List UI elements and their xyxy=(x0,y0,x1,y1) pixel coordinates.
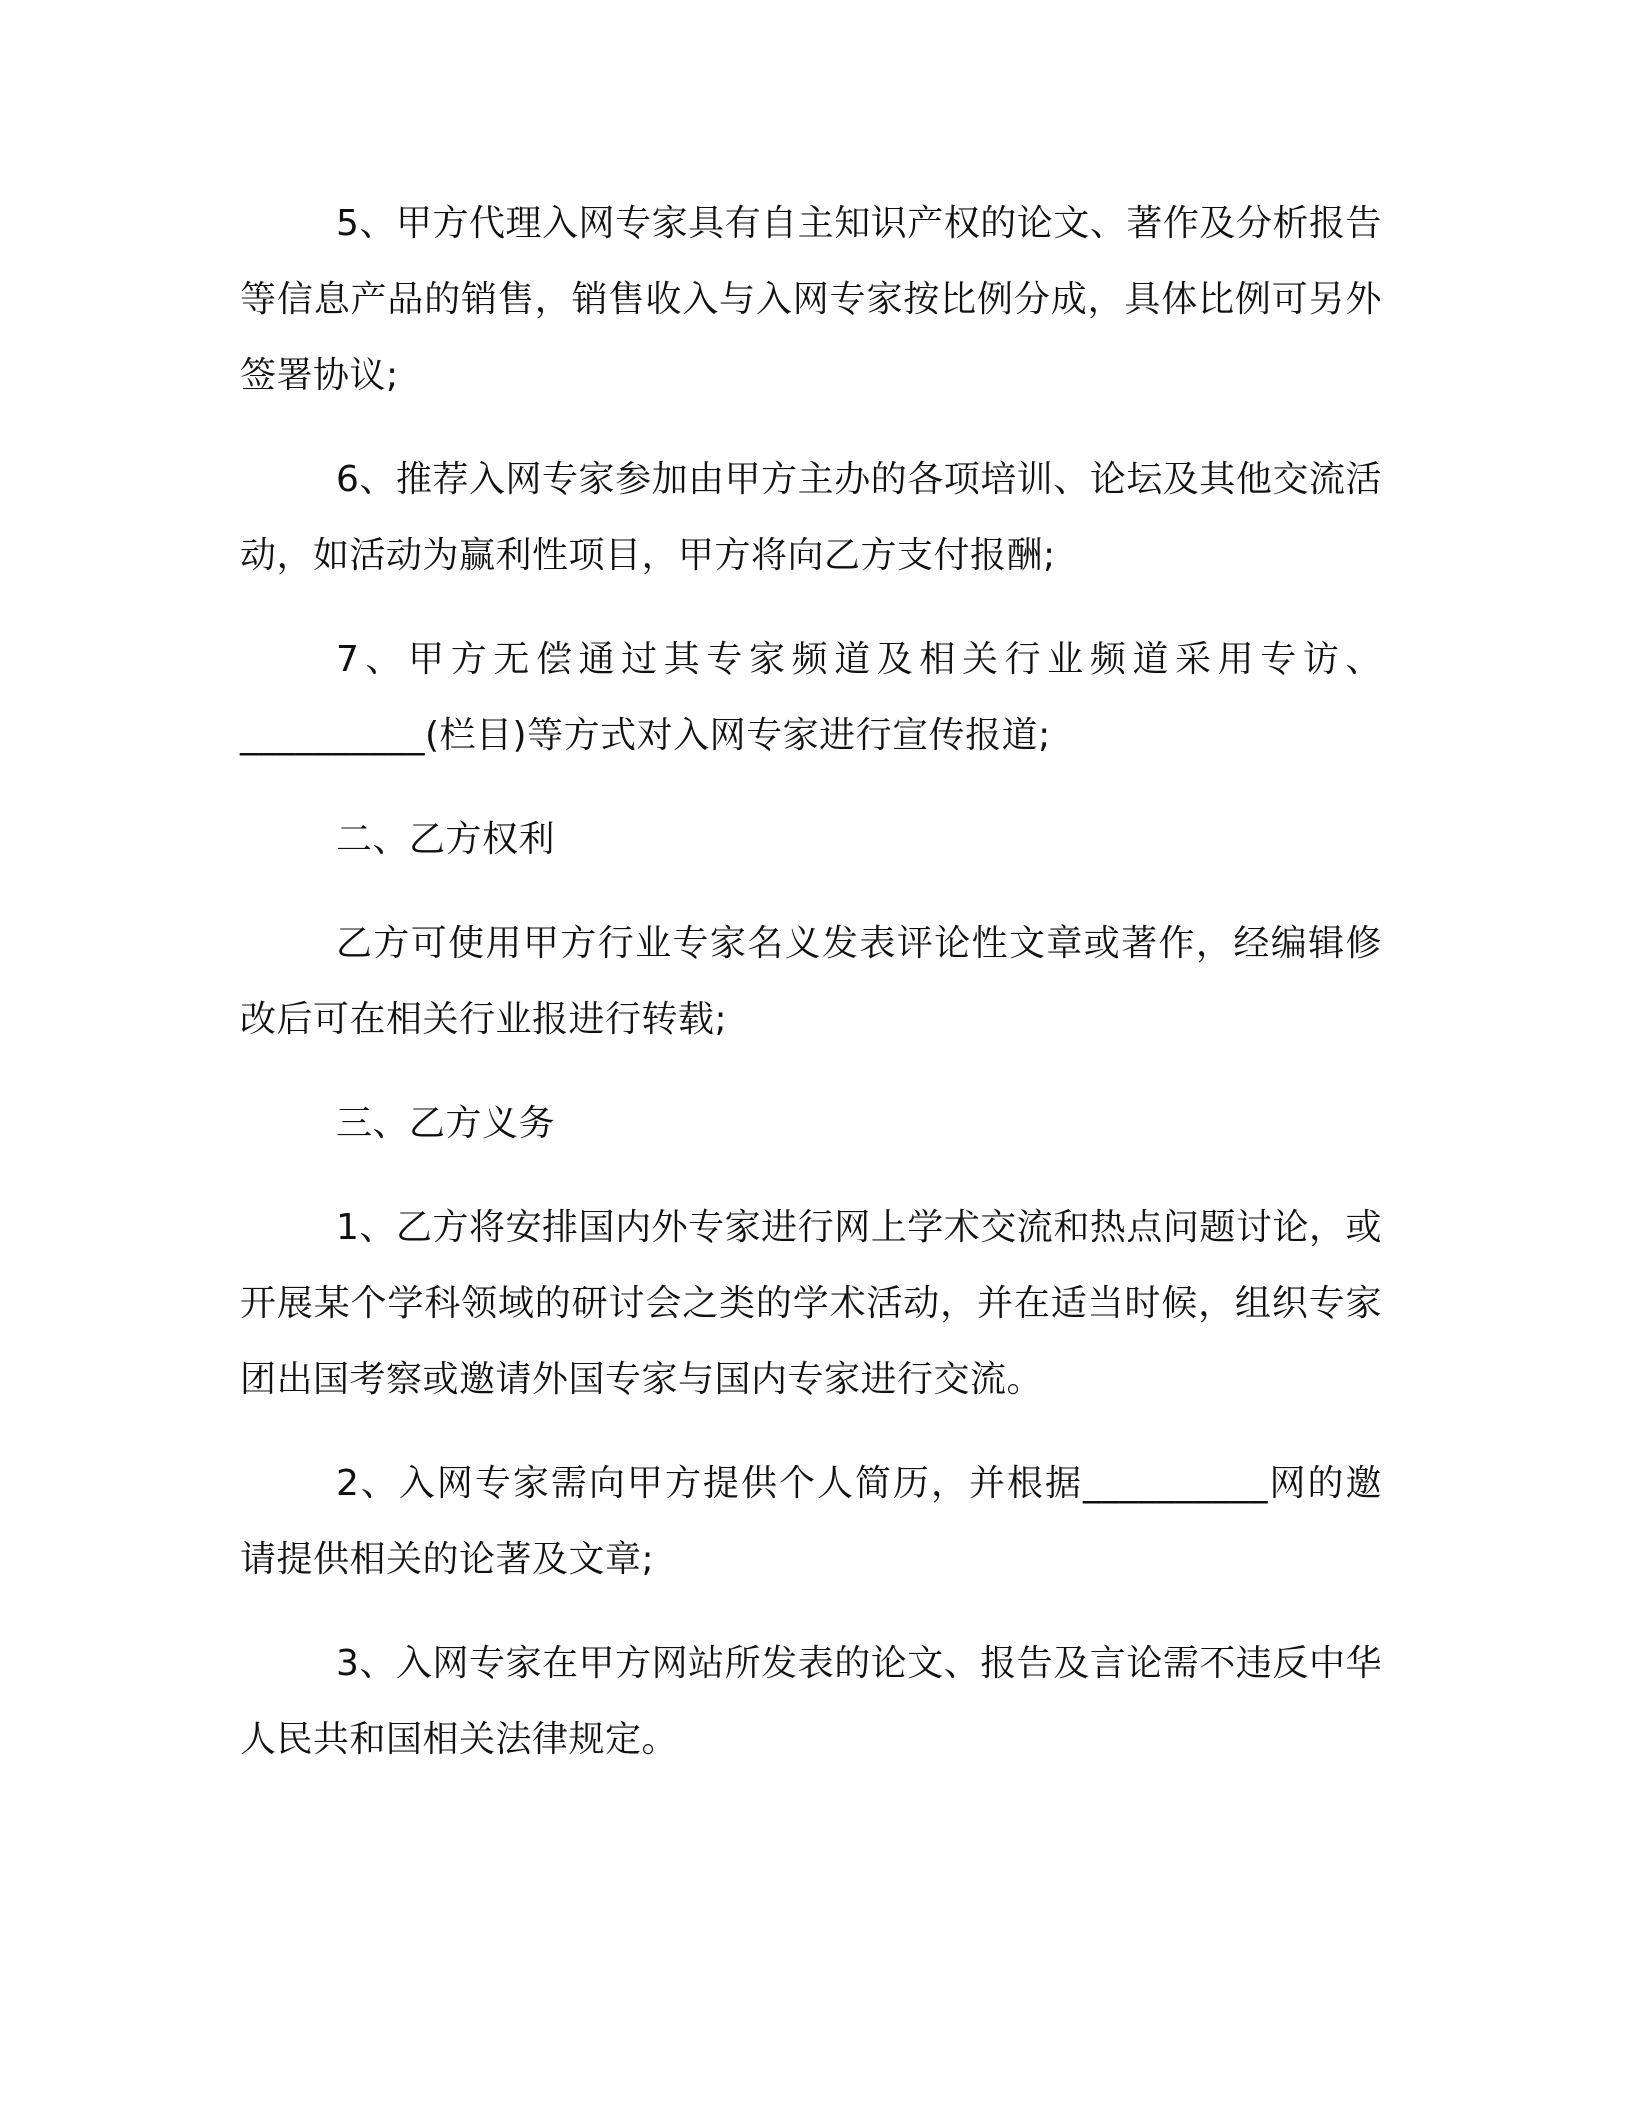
section-heading-party-b-rights: 二、乙方权利 xyxy=(336,819,556,860)
clause-6: 6、推荐入网专家参加由甲方主办的各项培训、论坛及其他交流活动，如活动为赢利性项目，甲方将向乙方支付报酬; xyxy=(240,459,1382,576)
document-page xyxy=(240,186,1382,1806)
obligation-2: 2、入网专家需向甲方提供个人简历，并根据__________网的邀请提供相关的论著及文章; xyxy=(240,1463,1382,1580)
party-b-rights-text: 乙方可使用甲方行业专家名义发表评论性文章或著作，经编辑修改后可在相关行业报进行转载; xyxy=(240,923,1382,1040)
clause-5: 5、甲方代理入网专家具有自主知识产权的论文、著作及分析报告等信息产品的销售，销售收入与入网专家按比例分成，具体比例可另外签署协议; xyxy=(240,203,1382,396)
obligation-1: 1、乙方将安排国内外专家进行网上学术交流和热点问题讨论，或开展某个学科领域的研讨会之类的学术活动，并在适当时候，组织专家团出国考察或邀请外国专家与国内专家进行交流。 xyxy=(240,1207,1382,1400)
obligation-3: 3、入网专家在甲方网站所发表的论文、报告及言论需不违反中华人民共和国相关法律规定。 xyxy=(240,1643,1382,1760)
section-heading-party-b-obligations: 三、乙方义务 xyxy=(336,1103,556,1144)
clause-7: 7、甲方无偿通过其专家频道及相关行业频道采用专访、__________(栏目)等方式对入网专家进行宣传报道; xyxy=(240,639,1382,756)
